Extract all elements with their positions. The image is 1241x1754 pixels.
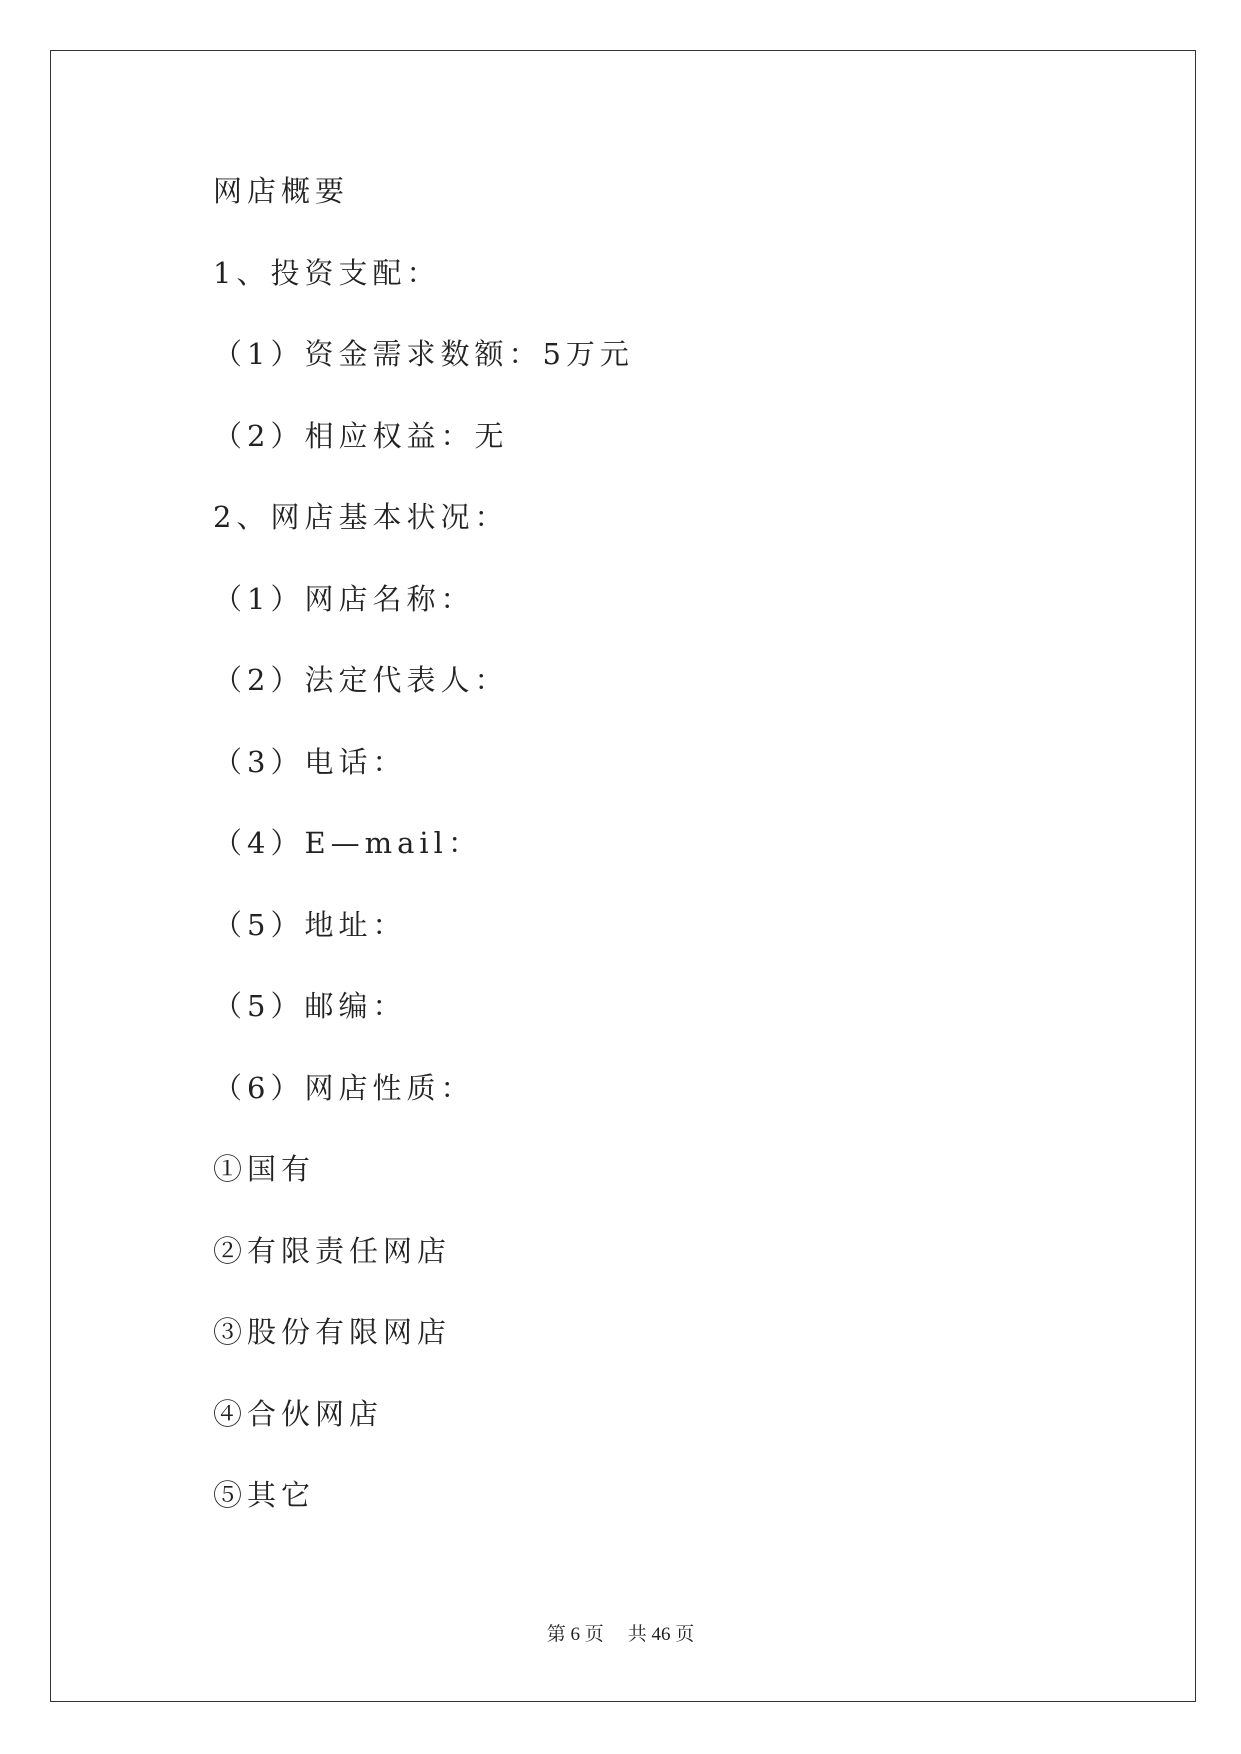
document-body xyxy=(213,166,1113,1552)
item-phone: （3）电话： xyxy=(213,744,407,779)
item-email: （4）E—mail： xyxy=(213,826,482,860)
item-postcode: （5）邮编： xyxy=(213,989,407,1023)
item-equity: （2）相应权益：无 xyxy=(213,418,509,453)
page-number: 第 6 页 xyxy=(546,1624,604,1645)
item-legal-representative: （2）法定代表人： xyxy=(213,663,509,697)
page-total: 共 46 页 xyxy=(627,1624,695,1645)
item-funding-amount: （1）资金需求数额：5万元 xyxy=(213,337,634,371)
option-joint-stock: ③股份有限网店 xyxy=(213,1315,452,1349)
heading-investment: 1、投资支配： xyxy=(213,255,441,290)
heading-basic-info: 2、网店基本状况： xyxy=(213,500,509,534)
item-address: （5）地址： xyxy=(213,907,407,942)
option-state-owned: ①国有 xyxy=(213,1152,316,1186)
option-partnership: ④合伙网店 xyxy=(213,1396,384,1431)
option-limited-liability: ②有限责任网店 xyxy=(213,1233,452,1268)
option-other: ⑤其它 xyxy=(213,1478,316,1512)
item-shop-nature: （6）网店性质： xyxy=(213,1070,475,1105)
section-title: 网店概要 xyxy=(213,174,350,208)
item-shop-name: （1）网店名称： xyxy=(213,581,475,616)
page-footer xyxy=(0,1622,1241,1648)
